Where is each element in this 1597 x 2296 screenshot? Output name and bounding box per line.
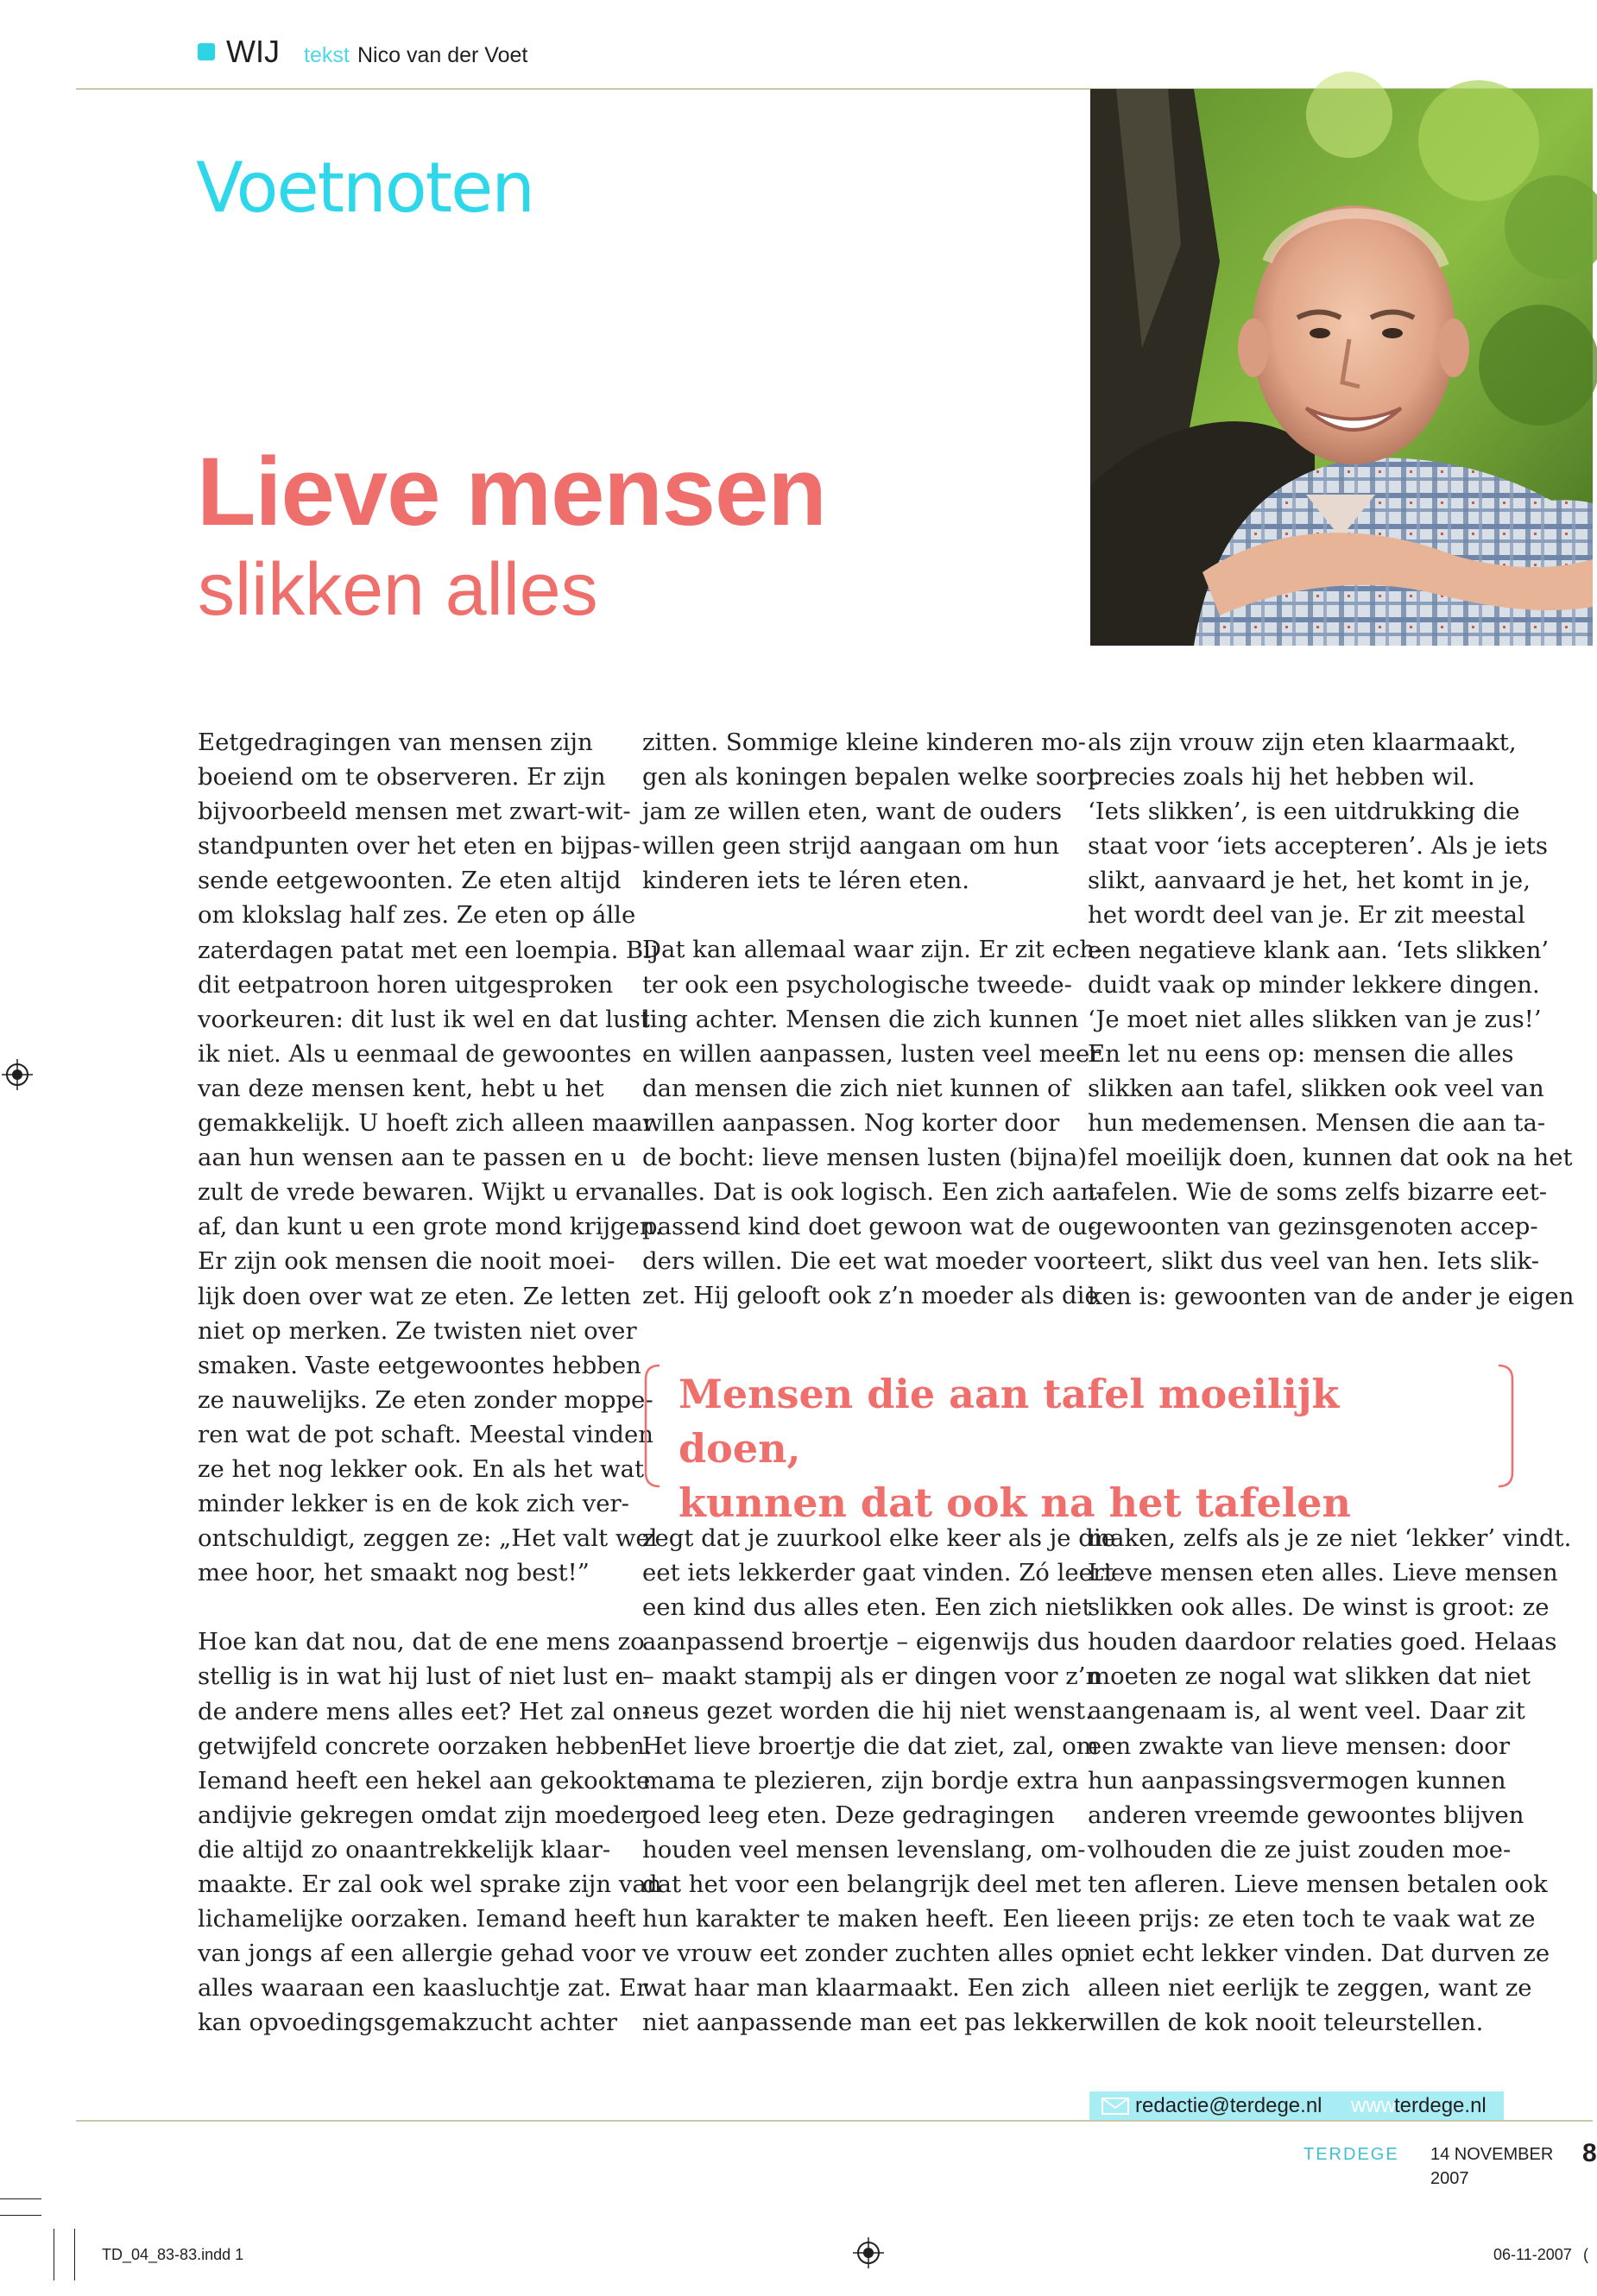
text-line: Eetgedragingen van mensen zijn — [198, 729, 593, 756]
text-line: houden veel mensen levenslang, om- — [642, 1835, 1086, 1864]
body-column-3-bottom — [1088, 1521, 1572, 2074]
text-line: niet op merken. Ze twisten niet over — [198, 1316, 637, 1345]
author-name: Nico van der Voet — [357, 43, 528, 67]
text-line: bijvoorbeeld mensen met zwart-wit- — [198, 798, 631, 826]
text-line: zaterdagen patat met een loempia. Bij — [198, 936, 659, 964]
text-line: willen de kok nooit teleurstellen. — [1088, 2009, 1484, 2037]
body-paragraph — [642, 932, 1104, 1313]
text-line: ve vrouw eet zonder zuchten alles op — [642, 1940, 1091, 1968]
section-marker-square — [198, 43, 215, 60]
text-line: neus gezet worden die hij niet wenst. — [642, 1697, 1093, 1725]
text-line: kinderen iets te léren eten. — [642, 867, 969, 895]
text-line: Er zijn ook mensen die nooit moei- — [198, 1247, 615, 1276]
text-line: lijk doen over wat ze eten. Ze letten — [198, 1282, 631, 1310]
text-line: fel moeilijk doen, kunnen dat ook na het — [1088, 1144, 1573, 1172]
text-line: een kind dus alles eten. Een zich niet — [642, 1593, 1092, 1622]
text-line: zet. Hij gelooft ook z’n moeder als die — [642, 1282, 1099, 1310]
text-line: het wordt deel van je. Er zit meestal — [1088, 901, 1525, 930]
text-line: passend kind doet gewoon wat de ou- — [642, 1213, 1096, 1241]
body-paragraph — [642, 725, 1098, 898]
slug-time: ( — [1583, 2246, 1588, 2263]
text-line: van jongs af een allergie gehad voor — [198, 1940, 635, 1968]
text-line: zult de vrede bewaren. Wijkt u ervan — [198, 1178, 644, 1207]
author-portrait-image — [1090, 89, 1593, 646]
text-line: getwijfeld concrete oorzaken hebben. — [198, 1731, 653, 1760]
text-line: ten afleren. Lieve mensen betalen ook — [1088, 1870, 1548, 1898]
text-line: aanpassend broertje – eigenwijs dus — [642, 1628, 1080, 1656]
body-paragraph — [1088, 1521, 1572, 2040]
crop-mark — [74, 2229, 75, 2280]
text-line: standpunten over het eten en bijpas- — [198, 832, 641, 861]
crop-mark — [0, 2198, 41, 2199]
text-line: alles waaraan een kaasluchtje zat. Er — [198, 1974, 648, 2003]
text-line: om klokslag half zes. Ze eten op álle — [198, 901, 636, 930]
text-line: ders willen. Die eet wat moeder voor- — [642, 1247, 1095, 1276]
text-line: andijvie gekregen omdat zijn moeder — [198, 1801, 647, 1829]
text-line: tafelen. Wie de soms zelfs bizarre eet- — [1088, 1178, 1548, 1207]
text-line: alleen niet eerlijk te zeggen, want ze — [1088, 1974, 1532, 2003]
bottom-rule — [76, 2120, 1593, 2122]
text-line: maakte. Er zal ook wel sprake zijn van — [198, 1870, 662, 1898]
website-link[interactable]: terdege.nl — [1394, 2094, 1487, 2117]
section-label: WIJ — [226, 34, 280, 69]
website-prefix: www. — [1351, 2094, 1401, 2117]
text-line: ze het nog lekker ook. En als het wat — [198, 1454, 645, 1483]
text-line: slikken ook alles. De winst is groot: ze — [1088, 1593, 1550, 1622]
body-column-1 — [198, 725, 663, 2074]
text-line: van deze mensen kent, hebt u het — [198, 1074, 604, 1102]
text-line: ling achter. Mensen die zich kunnen — [642, 1005, 1079, 1033]
text-line: gemakkelijk. U hoeft zich alleen maar — [198, 1109, 654, 1138]
text-line: Hoe kan dat nou, dat de ene mens zo — [198, 1628, 645, 1656]
text-line: voorkeuren: dit lust ik wel en dat lust — [198, 1005, 650, 1033]
text-line: duidt vaak op minder lekkere dingen. — [1088, 970, 1540, 999]
text-line: teert, slikt dus veel van hen. Iets slik- — [1088, 1247, 1540, 1276]
text-line: slikken aan tafel, slikken ook veel van — [1088, 1074, 1544, 1102]
envelope-icon — [1101, 2097, 1129, 2115]
pull-quote-line-1: Mensen die aan tafel moeilijk doen, — [679, 1371, 1340, 1472]
text-line: alles. Dat is ook logisch. Een zich aan- — [642, 1178, 1104, 1207]
text-line: sende eetgewoonten. Ze eten altijd — [198, 867, 622, 895]
pull-quote-left-bracket — [639, 1362, 665, 1490]
pull-quote-line-2: kunnen dat ook na het tafelen — [679, 1479, 1351, 1526]
text-line: ter ook een psychologische tweede- — [642, 970, 1072, 999]
text-line: eet iets lekkerder gaat vinden. Zó leert — [642, 1559, 1114, 1587]
text-line: af, dan kunt u een grote mond krijgen. — [198, 1213, 663, 1241]
page-number: 8 — [1582, 2139, 1597, 2167]
text-line: als zijn vrouw zijn eten klaarmaakt, — [1088, 729, 1517, 756]
body-paragraph — [198, 725, 663, 1590]
text-line: een zwakte van lieve mensen: door — [1088, 1731, 1510, 1760]
text-line: boeiend om te observeren. Er zijn — [198, 763, 606, 792]
text-line: En let nu eens op: mensen die alles — [1088, 1039, 1514, 1068]
text-line: een negatieve klank aan. ‘Iets slikken’ — [1088, 936, 1550, 964]
text-line: en willen aanpassen, lusten veel meer — [642, 1039, 1101, 1068]
text-line: willen aanpassen. Nog korter door — [642, 1108, 1060, 1137]
text-line: een prijs: ze eten toch te vaak wat ze — [1088, 1905, 1536, 1933]
text-line: niet echt lekker vinden. Dat durven ze — [1088, 1940, 1550, 1968]
byline-label: tekst — [304, 43, 350, 67]
text-line: gewoonten van gezinsgenoten accep- — [1088, 1213, 1538, 1241]
text-line: anderen vreemde gewoontes blijven — [1088, 1801, 1524, 1829]
registration-mark-icon — [853, 2237, 884, 2268]
registration-mark-icon — [2, 1059, 33, 1090]
text-line: die altijd zo onaantrekkelijk klaar- — [198, 1835, 611, 1864]
text-line: mama te plezieren, zijn bordje extra — [642, 1766, 1079, 1795]
text-line: ‘Iets slikken’, is een uitdrukking die — [1088, 798, 1520, 826]
text-line: dat het voor een belangrijk deel met — [642, 1870, 1082, 1898]
text-line: moeten ze nogal wat slikken dat niet — [1088, 1662, 1531, 1691]
text-line: Dat kan allemaal waar zijn. Er zit ech- — [642, 936, 1103, 964]
body-column-2-bottom — [642, 1521, 1115, 2074]
headline-sub: slikken alles — [198, 548, 598, 631]
pull-quote-right-bracket — [1493, 1362, 1519, 1490]
email-link[interactable]: redactie@terdege.nl — [1135, 2094, 1322, 2117]
text-line: aan hun wensen aan te passen en u — [198, 1144, 627, 1172]
text-line: mee hoor, het smaakt nog best!” — [198, 1559, 590, 1587]
text-line: stellig is in wat hij lust of niet lust en — [198, 1662, 645, 1691]
text-line: slikt, aanvaard je het, het komt in je, — [1088, 867, 1531, 895]
text-line: aangenaam is, al went veel. Daar zit — [1088, 1697, 1525, 1725]
text-line: de andere mens alles eet? Het zal on- — [198, 1697, 650, 1725]
slug-date: 06-11-2007 — [1493, 2246, 1572, 2263]
text-line: volhouden die ze juist zouden moe- — [1088, 1835, 1512, 1864]
text-line: niet aanpassende man eet pas lekker — [642, 2009, 1089, 2037]
text-line: gen als koningen bepalen welke soort — [642, 763, 1098, 792]
text-line: goed leeg eten. Deze gedragingen — [642, 1801, 1055, 1829]
headline-main: Lieve mensen — [197, 438, 826, 546]
series-title: Voetnoten — [196, 148, 533, 228]
text-line: ik niet. Als u eenmaal de gewoontes — [198, 1039, 632, 1068]
text-line: ‘Je moet niet alles slikken van je zus!’ — [1088, 1005, 1542, 1033]
text-line: hun aanpassingsvermogen kunnen — [1088, 1766, 1506, 1795]
body-paragraph — [1088, 725, 1575, 1314]
text-line: maken, zelfs als je ze niet ‘lekker’ vindt. — [1088, 1524, 1572, 1552]
text-line: ken is: gewoonten van de ander je eigen — [1088, 1282, 1575, 1310]
text-line: ontschuldigt, zeggen ze: „Het valt wel — [198, 1524, 658, 1553]
text-line: staat voor ‘iets accepteren’. Als je iets — [1088, 832, 1549, 861]
body-column-3-top — [1088, 725, 1575, 1348]
pull-quote — [679, 1367, 1352, 1530]
text-line: ze nauwelijks. Ze eten zonder moppe- — [198, 1385, 653, 1414]
text-line: zitten. Sommige kleine kinderen mo- — [642, 729, 1086, 756]
issue-date: 14 NOVEMBER 2007 — [1430, 2145, 1554, 2188]
text-line: willen geen strijd aangaan om hun — [642, 832, 1060, 861]
text-line: minder lekker is en de kok zich ver- — [198, 1490, 629, 1518]
text-line: precies zoals hij het hebben wil. — [1088, 763, 1475, 792]
text-line: jam ze willen eten, want de ouders — [642, 798, 1063, 826]
text-line: hun karakter te maken heeft. Een lie- — [642, 1905, 1095, 1933]
text-line: wat haar man klaarmaakt. Een zich — [642, 1974, 1070, 2003]
text-line: dit eetpatroon horen uitgesproken — [198, 970, 614, 999]
text-line: de bocht: lieve mensen lusten (bijna) — [642, 1144, 1088, 1172]
text-line: zegt dat je zuurkool elke keer als je die — [642, 1524, 1115, 1552]
body-paragraph — [642, 1521, 1115, 2040]
crop-mark — [0, 2215, 41, 2216]
text-line: houden daardoor relaties goed. Helaas — [1088, 1628, 1557, 1656]
author-photo — [1090, 89, 1593, 646]
body-paragraph — [198, 1624, 662, 2040]
text-line: dan mensen die zich niet kunnen of — [642, 1074, 1070, 1102]
magazine-name: TERDEGE — [1303, 2145, 1399, 2164]
text-line: Het lieve broertje die dat ziet, zal, om — [642, 1731, 1099, 1760]
text-line: kan opvoedingsgemakzucht achter — [198, 2009, 617, 2037]
text-line: ren wat de pot schaft. Meestal vinden — [198, 1420, 653, 1448]
text-line: smaken. Vaste eetgewoontes hebben — [198, 1351, 641, 1379]
text-line: – maakt stampij als er dingen voor z’n — [642, 1662, 1101, 1691]
body-column-2-top — [642, 725, 1104, 1348]
text-line: hun medemensen. Mensen die aan ta- — [1088, 1109, 1546, 1138]
text-line: Lieve mensen eten alles. Lieve mensen — [1088, 1559, 1558, 1587]
text-line: lichamelijke oorzaken. Iemand heeft — [198, 1905, 636, 1933]
text-line: Iemand heeft een hekel aan gekookte — [198, 1766, 651, 1795]
slug-filename: TD_04_83-83.indd 1 — [102, 2246, 244, 2263]
